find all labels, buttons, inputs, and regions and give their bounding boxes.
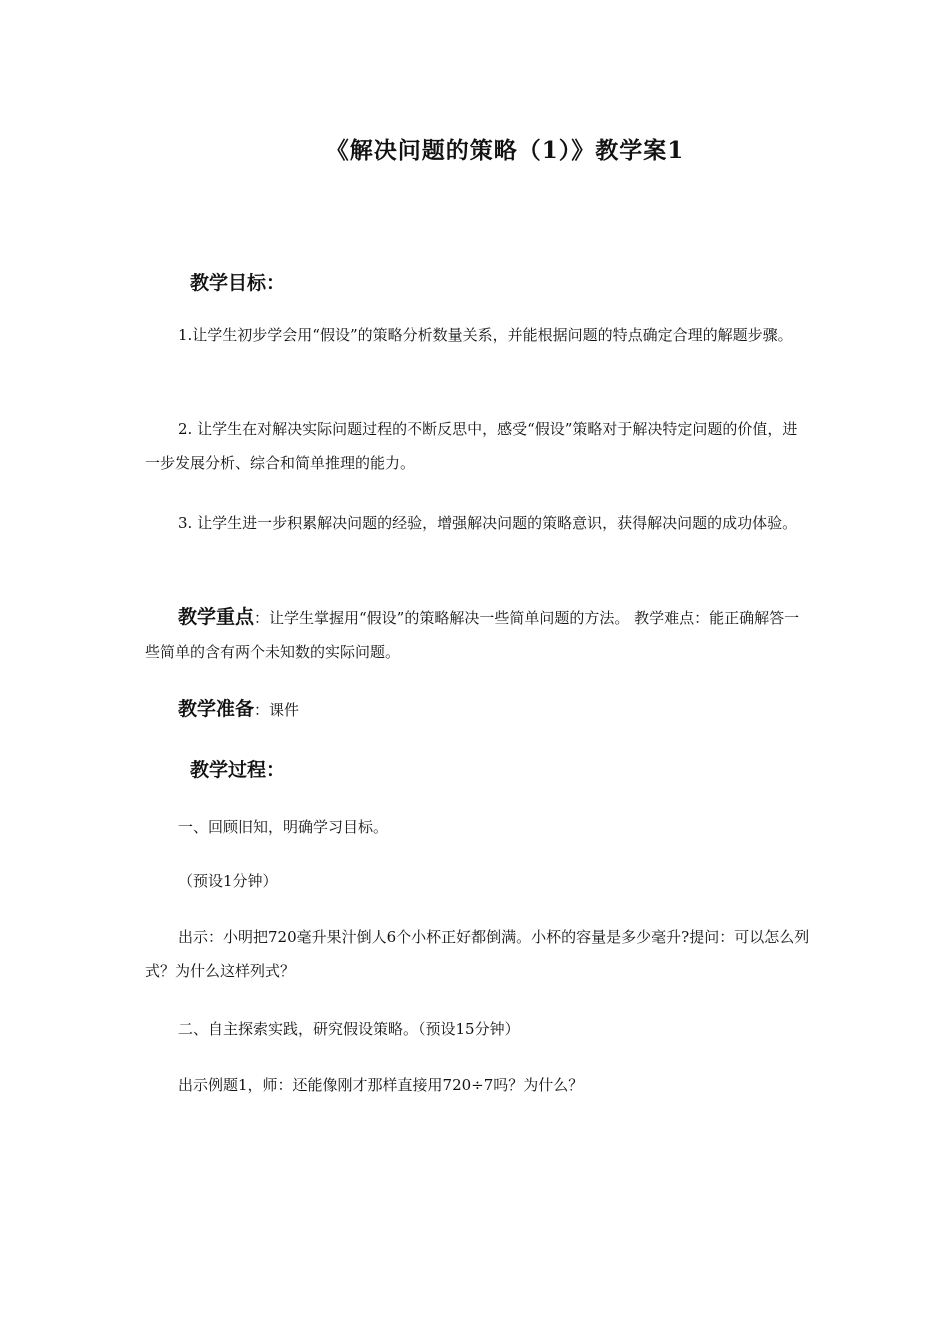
process-heading: 教学过程：	[190, 759, 286, 781]
objective-item-2: 2. 让学生在对解决实际问题过程的不断反思中，感受“假设”策略对于解决特定问题的价值，进一步发展分析、综合和简单推理的能力。	[145, 420, 798, 472]
document-title: 《解决问题的策略（1）》教学案1	[325, 137, 685, 164]
key-points-paragraph	[145, 600, 810, 669]
preparation-text: ：课件	[254, 701, 300, 719]
step-2-content: 出示例题1，师：还能像刚才那样直接用720÷7吗？为什么？	[178, 1076, 584, 1094]
objectives-heading: 教学目标：	[190, 272, 286, 294]
step-1-time: （预设1分钟）	[178, 872, 278, 890]
key-points-text: ：让学生掌握用“假设”的策略解决一些简单问题的方法。 教学难点：能正确解答一些简单的含有两个未知数的实际问题。	[145, 609, 800, 661]
key-points-label: 教学重点	[178, 606, 255, 628]
step-2-title: 二、自主探索实践，研究假设策略。（预设15分钟）	[178, 1020, 520, 1038]
objective-item-1: 1.让学生初步学会用“假设”的策略分析数量关系，并能根据问题的特点确定合理的解题步骤。	[178, 326, 793, 344]
step-1-content: 出示：小明把720毫升果汁倒人6个小杯正好都倒满。小杯的容量是多少毫升?提问：可以怎么列式？为什么这样列式？	[145, 928, 810, 980]
step-1-title: 一、回顾旧知，明确学习目标。	[178, 818, 389, 836]
objective-item-3: 3. 让学生进一步积累解决问题的经验，增强解决问题的策略意识，获得解决问题的成功体验。	[178, 514, 798, 532]
preparation-label: 教学准备	[178, 698, 255, 720]
preparation-paragraph	[145, 692, 810, 727]
